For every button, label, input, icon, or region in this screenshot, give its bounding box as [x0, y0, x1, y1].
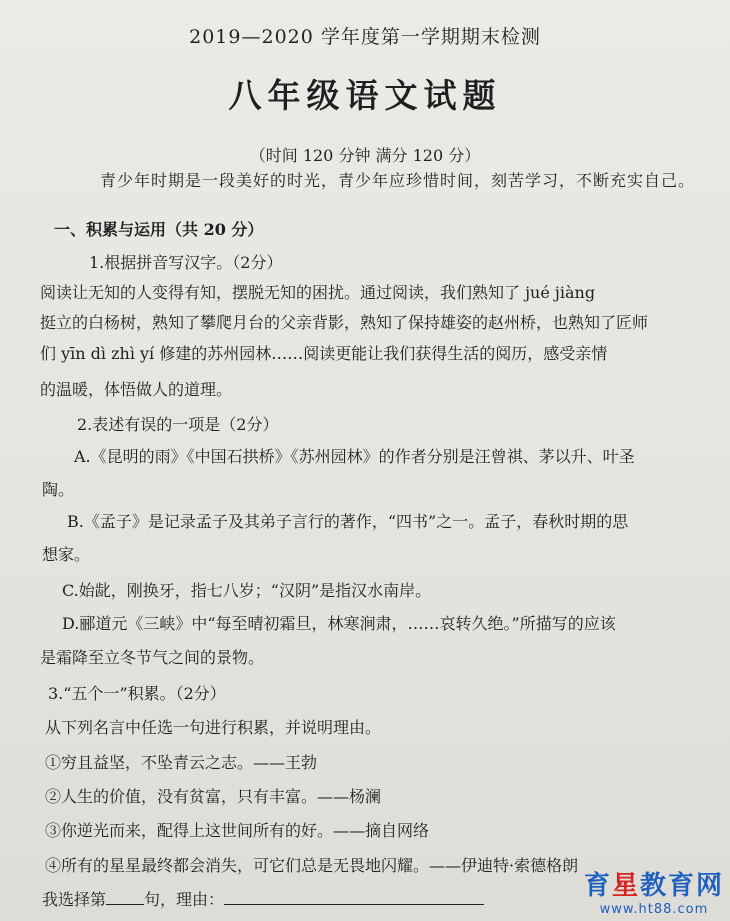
motto-text: 青少年时期是一段美好的时光，青少年应珍惜时间，刻苦学习，不断充实自己。: [100, 171, 696, 190]
option-b-cont: 想家。: [42, 545, 91, 564]
question-1-text-line: 的温暖，体悟做人的道理。: [40, 380, 233, 399]
option-b: B.《孟子》是记录孟子及其弟子言行的著作，“四书”之一。孟子，春秋时期的思: [67, 512, 629, 531]
question-1-text-line: 阅读让无知的人变得有知，摆脱无知的困扰。通过阅读，我们熟知了 jué jiàng: [40, 283, 596, 302]
option-d-cont: 是霜降至立冬节气之间的景物。: [40, 648, 265, 667]
section-heading: 一、积累与运用（共 20 分）: [54, 220, 264, 239]
question-1-heading: 1.根据拼音写汉字。（2分）: [89, 253, 283, 272]
answer-number-blank[interactable]: [106, 890, 144, 905]
question-1-text-line: 挺立的白杨树，熟知了攀爬月台的父亲背影，熟知了保持雄姿的赵州桥，也熟知了匠师: [40, 313, 649, 332]
option-a: A.《昆明的雨》《中国石拱桥》《苏州园林》的作者分别是汪曾祺、茅以升、叶圣: [74, 447, 635, 466]
exam-header: 2019—2020 学年度第一学期期末检测: [189, 26, 541, 48]
quote-item: ④所有的星星最终都会消失，可它们总是无畏地闪耀。——伊迪特·索德格朗: [45, 856, 579, 875]
exam-time-score: （时间 120 分钟 满分 120 分）: [249, 146, 481, 165]
quote-item: ①穷且益坚，不坠青云之志。——王勃: [45, 753, 318, 772]
watermark-brand: 育星教育网: [583, 871, 724, 901]
answer-line: [42, 887, 484, 910]
question-3-instruction: 从下列名言中任选一句进行积累，并说明理由。: [45, 718, 382, 737]
option-d: D.郦道元《三峡》中“每至晴初霜旦，林寒涧肃，……哀转久绝。”所描写的应该: [62, 614, 616, 633]
option-a-cont: 陶。: [42, 480, 75, 499]
answer-reason-blank[interactable]: [224, 890, 484, 905]
quote-item: ②人生的价值，没有贫富，只有丰富。——杨澜: [45, 787, 382, 806]
page-title: 八年级语文试题: [228, 76, 502, 115]
answer-reason-label: 句，理由：: [144, 890, 225, 909]
watermark-logo: [584, 865, 724, 917]
question-3-heading: 3.“五个一”积累。（2分）: [48, 684, 226, 703]
option-c: C.始龀，刚换牙，指七八岁；“汉阴”是指汉水南岸。: [62, 581, 432, 600]
watermark-url: www.ht88.com: [599, 902, 709, 917]
question-2-heading: 2.表述有误的一项是（2分）: [77, 415, 279, 434]
question-1-text-line: 们 yīn dì zhì yí 修建的苏州园林……阅读更能让我们获得生活的阅历，感受亲情: [40, 344, 608, 363]
quote-item: ③你逆光而来，配得上这世间所有的好。——摘自网络: [45, 821, 430, 840]
answer-prefix: 我选择第: [42, 890, 107, 909]
